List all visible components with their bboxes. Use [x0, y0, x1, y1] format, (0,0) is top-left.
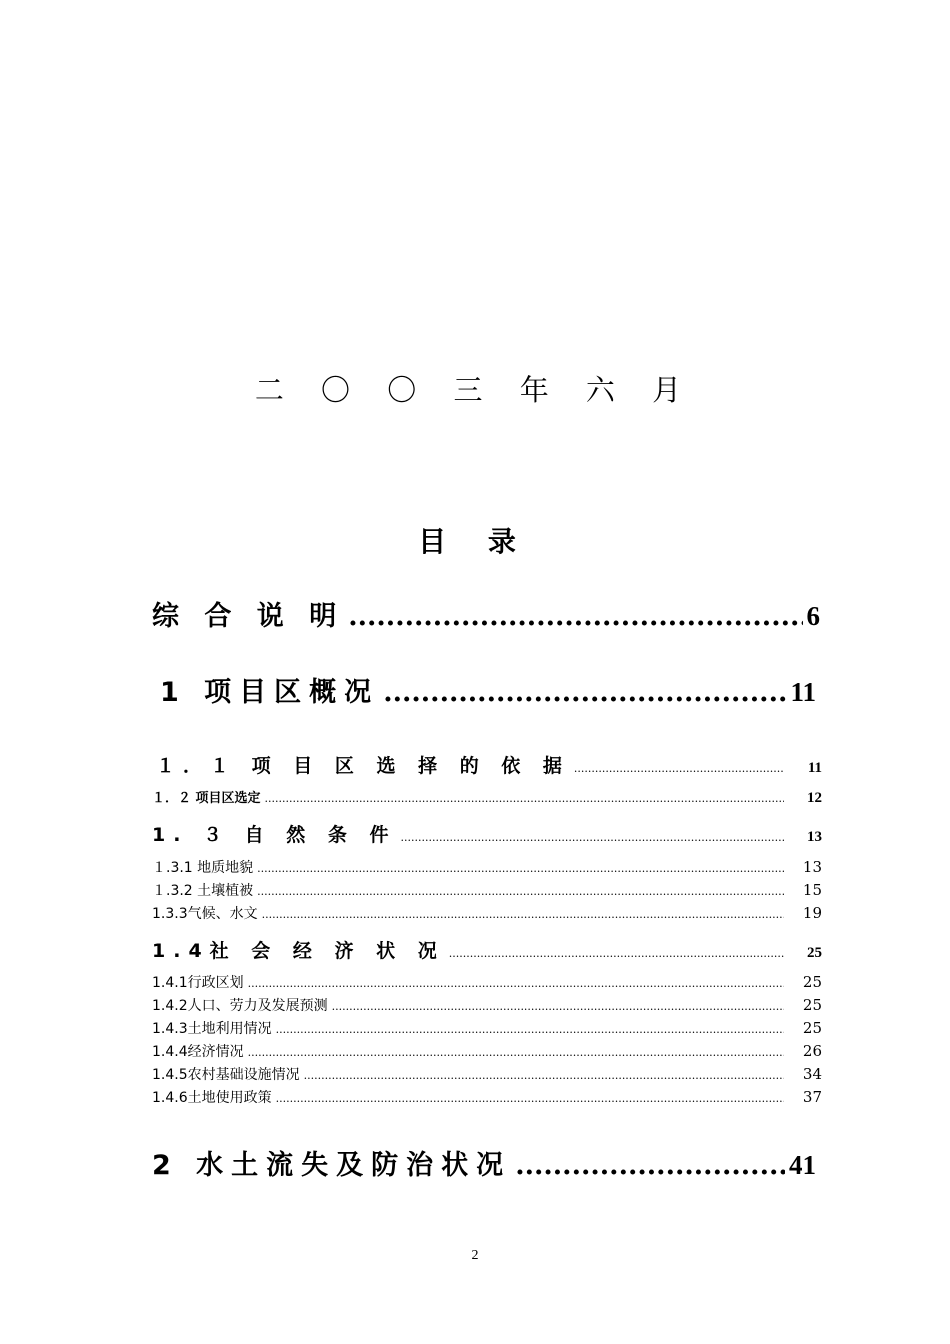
page-number: 2: [471, 1248, 479, 1263]
date-line: 二 〇 〇 三 年 六 月: [254, 373, 696, 407]
toc-leader: [449, 947, 784, 960]
toc-entry-label: １．２ 项目区选定: [152, 791, 261, 806]
toc-entry[interactable]: [152, 1087, 822, 1107]
toc-entry[interactable]: [152, 594, 820, 633]
toc-entry-label: 1.4.6土地使用政策: [152, 1090, 272, 1106]
toc-entry-page: 13: [802, 858, 822, 876]
toc-entry[interactable]: [152, 1064, 822, 1084]
toc-entry-label: １.3.2 土壤植被: [152, 883, 254, 899]
toc-entry-page: 6: [806, 601, 820, 631]
toc-entry-page: 34: [802, 1065, 822, 1083]
toc-entry[interactable]: [152, 1041, 822, 1061]
toc-leader: [276, 1023, 784, 1036]
toc-entry-label: 1.4.3土地利用情况: [152, 1021, 272, 1037]
toc-leader: [348, 601, 802, 632]
toc-entry-page: 25: [802, 973, 822, 991]
toc-leader: [276, 1092, 784, 1105]
toc-entry-label: 1.4.4经济情况: [152, 1044, 244, 1060]
toc-entry-page: 26: [802, 1042, 822, 1060]
toc-leader: [401, 831, 784, 844]
toc-leader: [304, 1069, 784, 1082]
toc-entry-page: 11: [807, 760, 822, 776]
toc-entry[interactable]: [160, 670, 816, 709]
toc-entry-page: 25: [802, 1019, 822, 1037]
toc-entry[interactable]: [152, 903, 822, 923]
toc-entry-page: 19: [802, 904, 822, 922]
toc-entry[interactable]: [152, 972, 822, 992]
toc-leader: [515, 1150, 785, 1181]
toc-entry[interactable]: [156, 751, 822, 778]
toc-entry-label: 1.4.1行政区划: [152, 975, 244, 991]
toc-entry-label: 1.4.5农村基础设施情况: [152, 1067, 300, 1083]
toc-entry-page: 37: [802, 1088, 822, 1106]
toc-leader: [383, 677, 786, 708]
toc-leader: [257, 862, 784, 875]
toc-entry-page: 11: [790, 677, 816, 707]
toc-entry[interactable]: [152, 1018, 822, 1038]
toc-entry-label: 1.4社 会 经 济 状 况: [152, 940, 445, 962]
toc-entry[interactable]: [152, 936, 822, 963]
toc-title: 目 录: [418, 525, 532, 558]
toc-entry-label: 综 合 说 明: [152, 601, 345, 632]
toc-entry[interactable]: [152, 995, 822, 1015]
toc-entry-page: 25: [802, 996, 822, 1014]
toc-leader: [262, 908, 784, 921]
toc-leader: [332, 1000, 784, 1013]
toc-entry-page: 25: [807, 945, 822, 961]
toc-leader: [574, 762, 784, 775]
toc-entry[interactable]: [152, 1143, 816, 1182]
toc-entry[interactable]: [152, 880, 822, 900]
toc-leader: [248, 1046, 784, 1059]
toc-entry-label: 1 项目区概况: [160, 677, 380, 708]
toc-leader: [248, 977, 784, 990]
toc-entry[interactable]: [152, 787, 822, 807]
toc-entry-label: 1.4.2人口、劳力及发展预测: [152, 998, 328, 1014]
toc-leader: [257, 885, 784, 898]
toc-entry-label: １．１ 项 目 区 选 择 的 依 据: [156, 755, 570, 777]
toc-entry[interactable]: [152, 820, 822, 847]
toc-leader: [265, 792, 784, 805]
toc-entry-label: 1. ３ 自 然 条 件: [152, 824, 397, 846]
toc-entry-page: 15: [802, 881, 822, 899]
toc-entry-page: 12: [807, 790, 822, 806]
toc-entry-page: 41: [789, 1150, 816, 1180]
toc-entry-page: 13: [807, 829, 822, 845]
toc-entry-label: 1.3.3气候、水文: [152, 906, 258, 922]
toc-entry-label: 2 水土流失及防治状况: [152, 1150, 512, 1181]
toc-entry-label: １.3.1 地质地貌: [152, 860, 254, 876]
toc-entry[interactable]: [152, 857, 822, 877]
